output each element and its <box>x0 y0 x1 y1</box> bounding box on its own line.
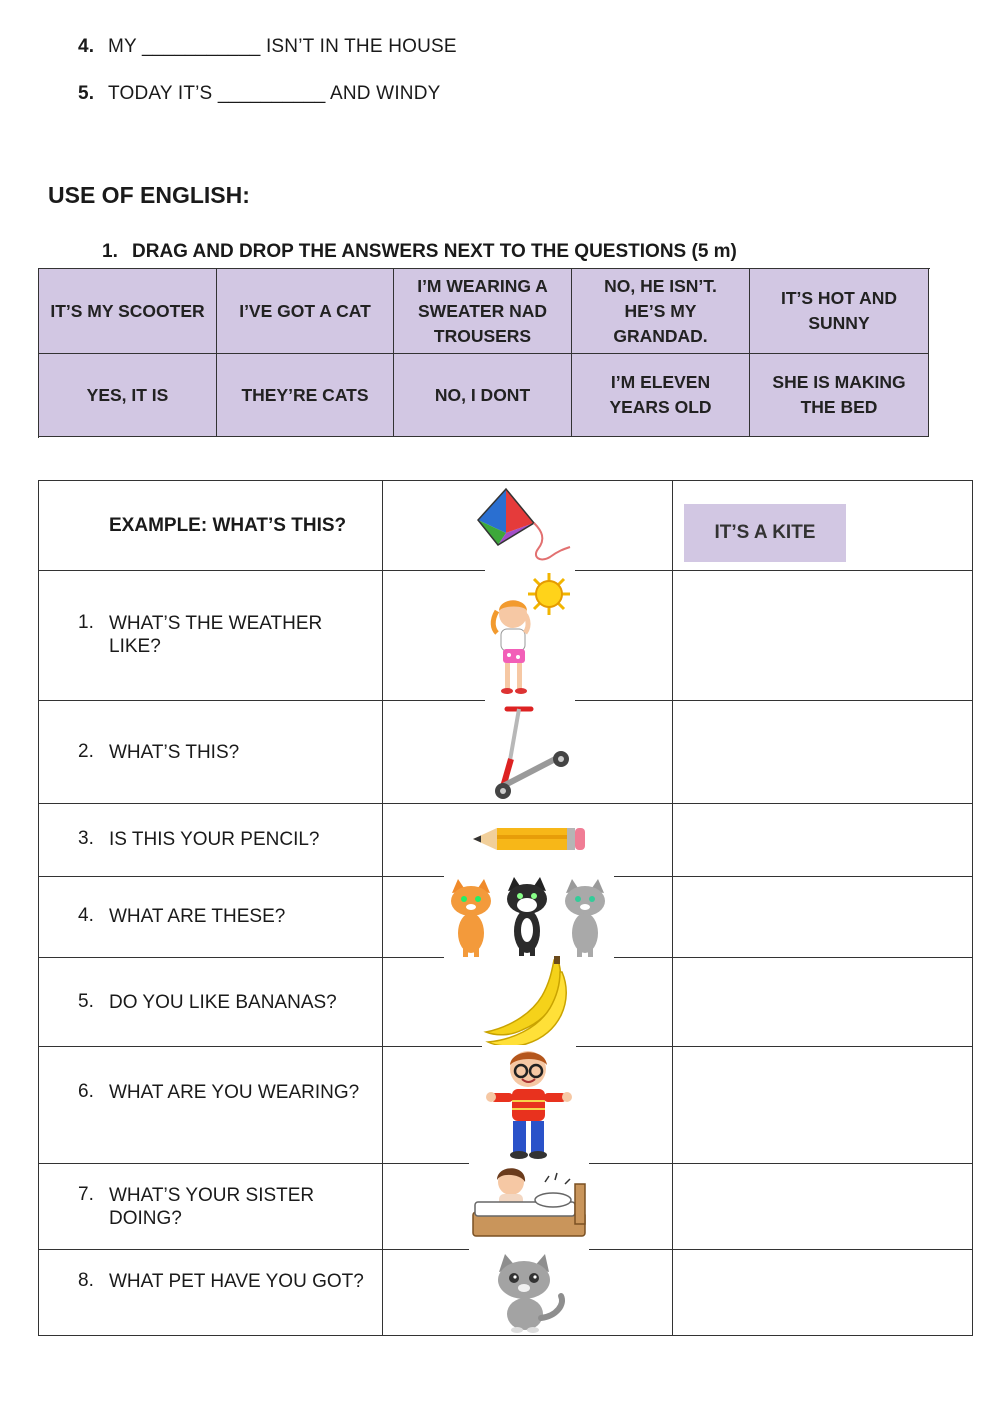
question-number: 5. <box>78 991 94 1012</box>
question-row-7 <box>39 1164 972 1250</box>
answer-bank <box>38 268 930 438</box>
answer-drop-zone[interactable] <box>674 571 972 700</box>
fill-line-number: 4. <box>78 36 95 57</box>
question-text: WHAT’S THIS? <box>109 742 240 763</box>
question-number: 2. <box>78 741 94 762</box>
answer-drop-zone[interactable] <box>674 877 972 957</box>
question-row-4 <box>39 877 972 958</box>
question-text: IS THIS YOUR PENCIL? <box>109 829 320 850</box>
girl-making-bed-icon <box>469 1162 589 1250</box>
answer-drop-zone[interactable] <box>674 958 972 1046</box>
section-title: USE OF ENGLISH: <box>48 182 250 208</box>
question-number: 3. <box>78 828 94 849</box>
answer-chip[interactable]: IT’S HOT AND SUNNY <box>750 269 929 354</box>
question-table <box>38 480 973 1336</box>
girl-in-sun-icon <box>485 569 575 701</box>
question-text: WHAT ARE YOU WEARING? <box>109 1082 360 1103</box>
question-text: WHAT’S YOUR SISTER DOING? <box>109 1185 315 1229</box>
answer-chip[interactable]: SHE IS MAKING THE BED <box>750 354 929 437</box>
answer-chip[interactable]: YES, IT IS <box>39 354 217 437</box>
answer-chip[interactable]: I’VE GOT A CAT <box>217 269 394 354</box>
question-number: 6. <box>78 1081 94 1102</box>
answer-chip[interactable]: IT’S MY SCOOTER <box>39 269 217 354</box>
scooter-icon <box>487 703 573 803</box>
question-cell <box>39 1164 382 1249</box>
question-row-8 <box>39 1250 972 1335</box>
fill-line-text: MY ___________ ISN’T IN THE HOUSE <box>108 36 457 57</box>
task-instructions: DRAG AND DROP THE ANSWERS NEXT TO THE QUESTIONS (5 m) <box>132 241 737 262</box>
answer-drop-zone[interactable] <box>674 1047 972 1163</box>
question-number: 4. <box>78 905 94 926</box>
answer-chip[interactable]: NO, I DONT <box>394 354 572 437</box>
question-number: 1. <box>78 612 94 633</box>
question-cell <box>39 481 382 570</box>
pencil-icon <box>471 824 587 854</box>
question-cell <box>39 1047 382 1163</box>
fill-line-text: TODAY IT’S __________ AND WINDY <box>108 83 441 104</box>
question-cell <box>39 804 382 876</box>
question-cell <box>39 1250 382 1335</box>
answer-chip[interactable]: I’M WEARING A SWEATER NAD TROUSERS <box>394 269 572 354</box>
question-cell <box>39 701 382 803</box>
task-number: 1. <box>102 241 118 262</box>
task-title <box>102 241 737 263</box>
answer-drop-zone[interactable] <box>674 1164 972 1249</box>
example-question: EXAMPLE: WHAT’S THIS? <box>109 514 347 536</box>
grey-cat-icon <box>491 1252 571 1334</box>
three-cats-icon <box>444 875 614 959</box>
question-row-6 <box>39 1047 972 1164</box>
example-answer: IT’S A KITE <box>684 504 846 562</box>
answer-drop-zone[interactable] <box>674 1250 972 1335</box>
boy-in-sweater-icon <box>485 1045 573 1163</box>
question-text: WHAT PET HAVE YOU GOT? <box>109 1271 364 1292</box>
fill-line-number: 5. <box>78 83 95 104</box>
answer-chip[interactable]: I’M ELEVEN YEARS OLD <box>572 354 750 437</box>
example-row <box>39 481 972 571</box>
bananas-icon <box>482 956 576 1048</box>
question-cell <box>39 571 382 700</box>
answer-drop-zone[interactable] <box>674 701 972 803</box>
question-text: WHAT’S THE WEATHER LIKE? <box>109 613 323 657</box>
answer-chip[interactable]: NO, HE ISN’T. HE’S MY GRANDAD. <box>572 269 750 354</box>
answer-chip[interactable]: THEY’RE CATS <box>217 354 394 437</box>
question-number: 8. <box>78 1270 94 1291</box>
kite-icon <box>474 487 579 565</box>
question-row-5 <box>39 958 972 1047</box>
question-text: DO YOU LIKE BANANAS? <box>109 992 337 1013</box>
question-number: 7. <box>78 1184 94 1205</box>
question-row-1 <box>39 571 972 701</box>
answer-drop-zone[interactable] <box>674 804 972 876</box>
question-cell <box>39 877 382 957</box>
question-row-2 <box>39 701 972 804</box>
question-cell <box>39 958 382 1046</box>
question-text: WHAT ARE THESE? <box>109 906 286 927</box>
question-row-3 <box>39 804 972 877</box>
